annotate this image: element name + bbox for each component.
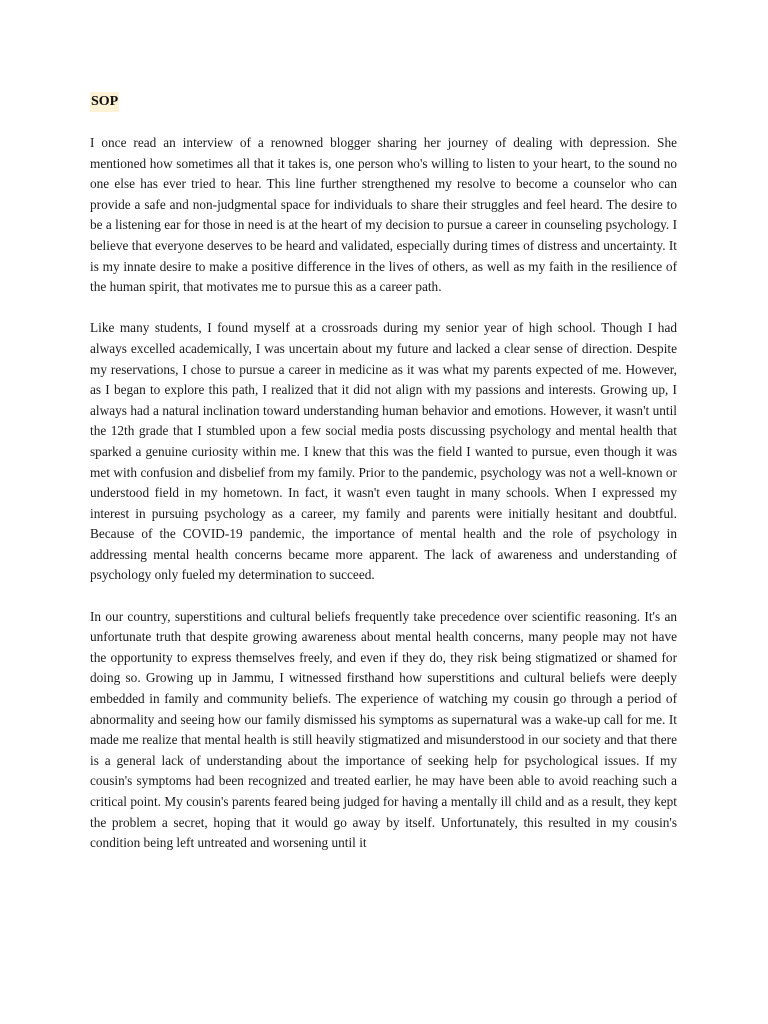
document-heading: SOP	[90, 92, 119, 112]
document-body	[90, 133, 677, 874]
paragraph: In our country, superstitions and cultural beliefs frequently take precedence over scientific reasoning. It's an unfortunate truth that despite growing awareness about mental health concerns, many people may not have the opportunity to express themselves freely, and even if they do, they risk being stigmatized or shamed for doing so. Growing up in Jammu, I witnessed firsthand how superstitions and cultural beliefs were deeply embedded in family and community beliefs. The experience of watching my cousin go through a period of abnormality and seeing how our family dismissed his symptoms as supernatural was a wake-up call for me. It made me realize that mental health is still heavily stigmatized and misunderstood in our society and that there is a general lack of understanding about the importance of seeking help for psychological issues. If my cousin's symptoms had been recognized and treated earlier, he may have been able to avoid reaching such a critical point. My cousin's parents feared being judged for having a mentally ill child and as a result, they kept the problem a secret, hoping that it would go away by itself. Unfortunately, this resulted in my cousin's condition being left untreated and worsening until it	[90, 608, 677, 851]
paragraph: I once read an interview of a renowned blogger sharing her journey of dealing with depression. She mentioned how sometimes all that it takes is, one person who's willing to listen to your heart, to the sound no one else has ever tried to hear. This line further strengthened my resolve to become a counselor who can provide a safe and non-judgmental space for individuals to share their struggles and feel heard. The desire to be a listening ear for those in need is at the heart of my decision to pursue a career in counseling psychology. I believe that everyone deserves to be heard and validated, especially during times of distress and uncertainty. It is my innate desire to make a positive difference in the lives of others, as well as my faith in the resilience of the human spirit, that motivates me to pursue this as a career path.	[90, 135, 677, 295]
paragraph: Like many students, I found myself at a crossroads during my senior year of high school. Though I had always excelled academically, I was uncertain about my future and lacked a clear sense of direction. Despite my reservations, I chose to pursue a career in medicine as it was what my parents expected of me. However, as I began to explore this path, I realized that it did not align with my passions and interests. Growing up, I always had a natural inclination toward understanding human behavior and emotions. However, it wasn't until the 12th grade that I stumbled upon a few social media posts discussing psychology and mental health that sparked a genuine curiosity within me. I knew that this was the field I wanted to pursue, even though it was met with confusion and disbelief from my family. Prior to the pandemic, psychology was not a well-known or understood field in my hometown. In fact, it wasn't even taught in many schools. When I expressed my interest in pursuing psychology as a career, my family and parents were initially hesitant and doubtful. Because of the COVID-19 pandemic, the importance of mental health and the role of psychology in addressing mental health concerns became more apparent. The lack of awareness and understanding of psychology only fueled my determination to succeed.	[90, 320, 677, 583]
